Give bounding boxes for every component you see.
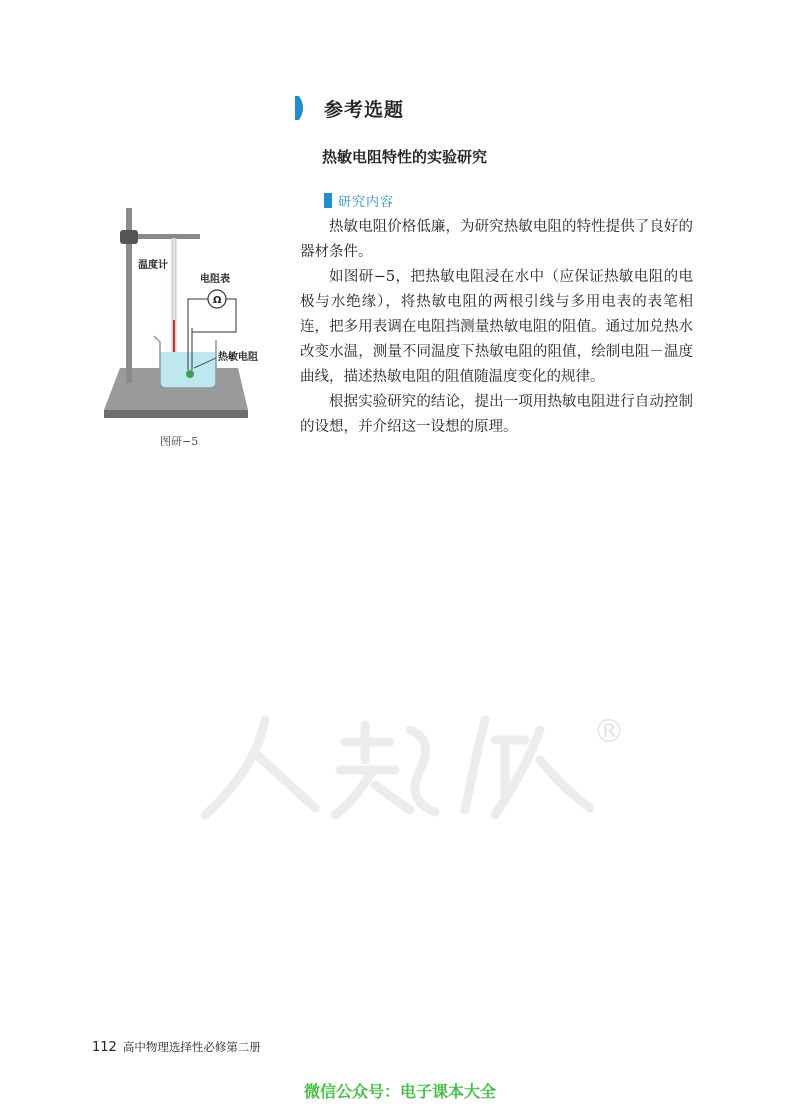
thermistor — [186, 370, 194, 378]
label-ohmmeter: 电阻表 — [200, 274, 230, 285]
section-marker-icon — [295, 96, 307, 120]
subhead-bar-icon — [324, 193, 332, 208]
experiment-figure — [98, 200, 260, 440]
paragraph-1: 热敏电阻价格低廉，为研究热敏电阻的特性提供了良好的器材条件。 — [300, 219, 693, 260]
stand-base-edge — [104, 410, 248, 418]
page-number: 112 — [92, 1040, 117, 1055]
wechat-banner: 微信公众号：电子课本大全 — [303, 1082, 496, 1101]
label-thermometer: 温度计 — [138, 260, 168, 271]
wire-1 — [188, 299, 208, 328]
stand-clamp — [120, 230, 138, 244]
publisher-watermark-logo — [195, 700, 625, 830]
topic-title: 热敏电阻特性的实验研究 — [322, 148, 488, 166]
section-title: 参考选题 — [324, 99, 405, 121]
figure-caption: 图研−5 — [160, 435, 199, 448]
subhead-research-content — [324, 191, 394, 209]
label-thermistor: 热敏电阻 — [218, 352, 258, 363]
subhead-label: 研究内容 — [338, 194, 395, 210]
book-title: 高中物理选择性必修第二册 — [122, 1040, 261, 1054]
ohm-symbol: Ω — [213, 295, 222, 306]
paragraph-3: 根据实验研究的结论，提出一项用热敏电阻进行自动控制的设想，并介绍这一设想的原理。 — [300, 394, 693, 435]
page-footer — [92, 1039, 261, 1055]
clamp-arm — [138, 234, 200, 239]
paragraph-2: 如图研−5，把热敏电阻浸在水中（应保证热敏电阻的电极与水绝缘），将热敏电阻的两根引线与多用电表的表笔相连，把多用表调在电阻挡测量热敏电阻的阻值。通过加兑热水改变水温，测量不同温度下热敏电阻的阻值，绘制电阻－温度曲线，描述热敏电阻的阻值随温度变化的规律。 — [300, 269, 693, 385]
registered-mark: ® — [593, 712, 625, 750]
body-text — [300, 215, 693, 440]
